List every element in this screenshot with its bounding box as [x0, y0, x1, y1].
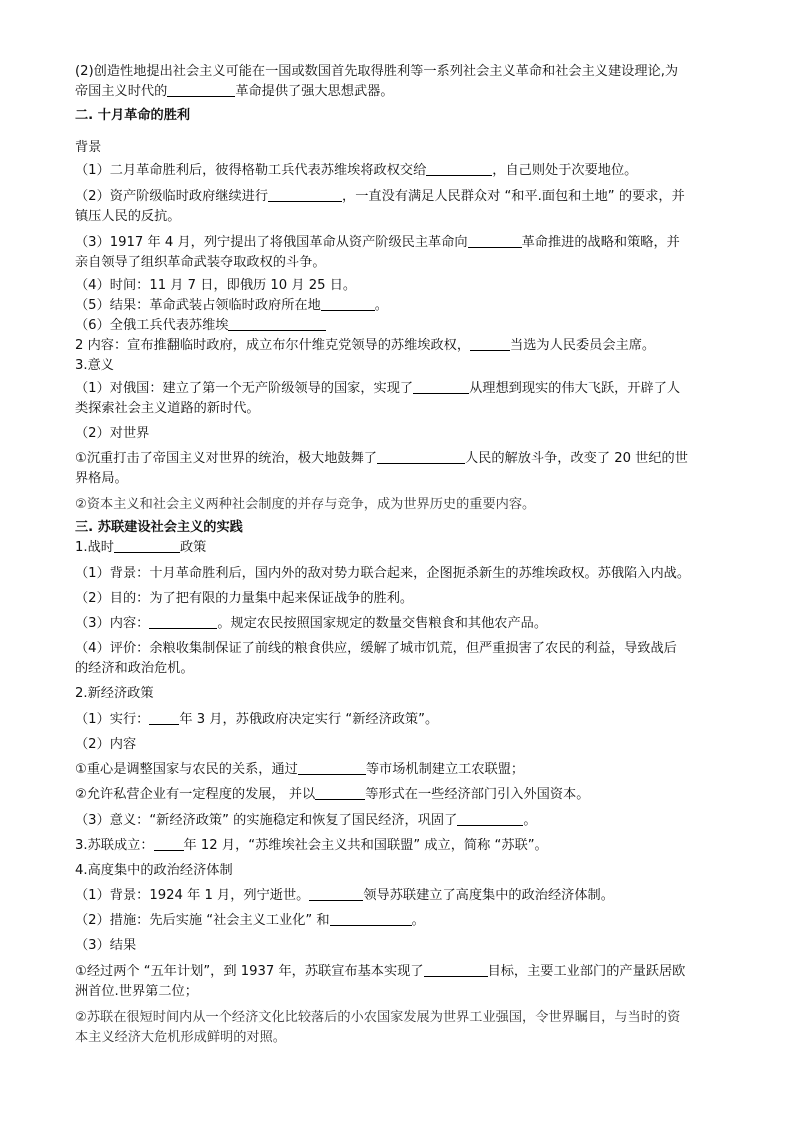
text-line: ②资本主义和社会主义两种社会制度的并存与竞争，成为世界历史的重要内容。: [75, 497, 536, 512]
fill-blank[interactable]: [315, 785, 365, 800]
fill-blank[interactable]: [330, 911, 412, 926]
subheading: 背景: [75, 140, 102, 155]
text-line: （2）资产阶级临时政府继续进行 ，一直没有满足人民群众对 “和平.面包和土地” 的要求，并: [75, 189, 685, 204]
text-line: ②苏联在很短时间内从一个经济文化比较落后的小农国家发展为世界工业强国，令世界瞩目，与当时的资: [75, 1010, 681, 1025]
text-line: 本主义经济大危机形成鲜明的对照。: [75, 1030, 286, 1045]
fill-blank[interactable]: [114, 538, 180, 553]
subheading: 3.意义: [75, 358, 114, 373]
fill-blank[interactable]: [309, 886, 363, 901]
text-line: 镇压人民的反抗。: [75, 209, 181, 224]
text-line: （4）评价：余粮收集制保证了前线的粮食供应，缓解了城市饥荒，但严重损害了农民的利益，导致战后: [75, 641, 677, 656]
fill-blank[interactable]: [377, 449, 465, 464]
text-line: （2）对世界: [75, 426, 150, 441]
fill-blank[interactable]: [268, 187, 342, 202]
fill-blank[interactable]: [298, 760, 366, 775]
text-line: 类探索社会主义道路的新时代。: [75, 401, 260, 416]
fill-blank[interactable]: [426, 161, 492, 176]
fill-blank[interactable]: [424, 962, 488, 977]
fill-blank[interactable]: [413, 379, 469, 394]
fill-blank[interactable]: [167, 82, 235, 97]
section-heading: 三. 苏联建设社会主义的实践: [75, 520, 243, 535]
text-line: （1）对俄国：建立了第一个无产阶级领导的国家，实现了 从理想到现实的伟大飞跃，开辟了人: [75, 381, 681, 396]
text-line: 帝国主义时代的 革命提供了强大思想武器。: [75, 84, 394, 99]
subheading: 1.战时 政策: [75, 540, 207, 555]
text-line: （1）二月革命胜利后，彼得格勒工兵代表苏维埃将政权交给 ，自己则处于次要地位。: [75, 163, 638, 178]
text-line: （3）意义：“新经济政策” 的实施稳定和恢复了国民经济，巩固了 。: [75, 813, 537, 828]
fill-blank[interactable]: [228, 316, 326, 331]
fill-blank[interactable]: [457, 811, 523, 826]
text-line: ②允许私营企业有一定程度的发展， 并以 等形式在一些经济部门引入外国资本。: [75, 787, 590, 802]
text-line: （3）1917 年 4 月，列宁提出了将俄国革命从资产阶级民主革命向 革命推进的战略和策略，并: [75, 235, 680, 250]
text-line: 3.苏联成立： 年 12 月，“苏维埃社会主义共和国联盟” 成立，简称 “苏联”。: [75, 838, 548, 853]
section-heading: 二. 十月革命的胜利: [75, 108, 191, 123]
text-line: 亲自领导了组织革命武装夺取政权的斗争。: [75, 255, 326, 270]
text-line: 2 内容：宣布推翻临时政府，成立布尔什维克党领导的苏维埃政权， 当选为人民委员会主席。: [75, 338, 656, 353]
text-line: (2)创造性地提出社会主义可能在一国或数国首先取得胜利等一系列社会主义革命和社会主义建设理论,为: [75, 64, 679, 79]
fill-blank[interactable]: [149, 710, 179, 725]
text-line: （4）时间：11 月 7 日，即俄历 10 月 25 日。: [75, 278, 357, 293]
text-line: （1）背景：1924 年 1 月，列宁逝世。 领导苏联建立了高度集中的政治经济体制。: [75, 888, 614, 903]
text-line: ①沉重打击了帝国主义对世界的统治，极大地鼓舞了 人民的解放斗争，改变了 20 世纪的世: [75, 451, 688, 466]
worksheet-page: [75, 62, 725, 1048]
text-line: （1）背景：十月革命胜利后，国内外的敌对势力联合起来，企图扼杀新生的苏维埃政权。苏俄陷入内战。: [75, 566, 691, 581]
text-line: （5）结果：革命武装占领临时政府所在地 。: [75, 298, 388, 313]
fill-blank[interactable]: [154, 836, 184, 851]
text-line: （2）内容: [75, 737, 137, 752]
fill-blank[interactable]: [470, 336, 510, 351]
text-line: （6）全俄工兵代表苏维埃: [75, 316, 725, 336]
text-line: ①经过两个 “五年计划”，到 1937 年，苏联宣布基本实现了 目标，主要工业部门的产量跃居欧: [75, 964, 686, 979]
text-line: 界格局。: [75, 471, 128, 486]
text-line: （2）措施：先后实施 “社会主义工业化” 和 。: [75, 913, 425, 928]
text-line: ①重心是调整国家与农民的关系，通过 等市场机制建立工农联盟；: [75, 762, 525, 777]
subheading: 4.高度集中的政治经济体制: [75, 863, 233, 878]
subheading: 2.新经济政策: [75, 686, 154, 701]
text-line: 的经济和政治危机。: [75, 661, 194, 676]
text-line: （3）结果: [75, 938, 137, 953]
text-line: （3）内容： 。规定农民按照国家规定的数量交售粮食和其他农产品。: [75, 616, 548, 631]
fill-blank[interactable]: [321, 296, 375, 311]
fill-blank[interactable]: [149, 614, 217, 629]
fill-blank[interactable]: [468, 233, 522, 248]
text-line: （2）目的：为了把有限的力量集中起来保证战争的胜利。: [75, 591, 414, 606]
text-line: 洲首位.世界第二位；: [75, 984, 198, 999]
text-line: （1）实行： 年 3 月，苏俄政府决定实行 “新经济政策”。: [75, 712, 439, 727]
